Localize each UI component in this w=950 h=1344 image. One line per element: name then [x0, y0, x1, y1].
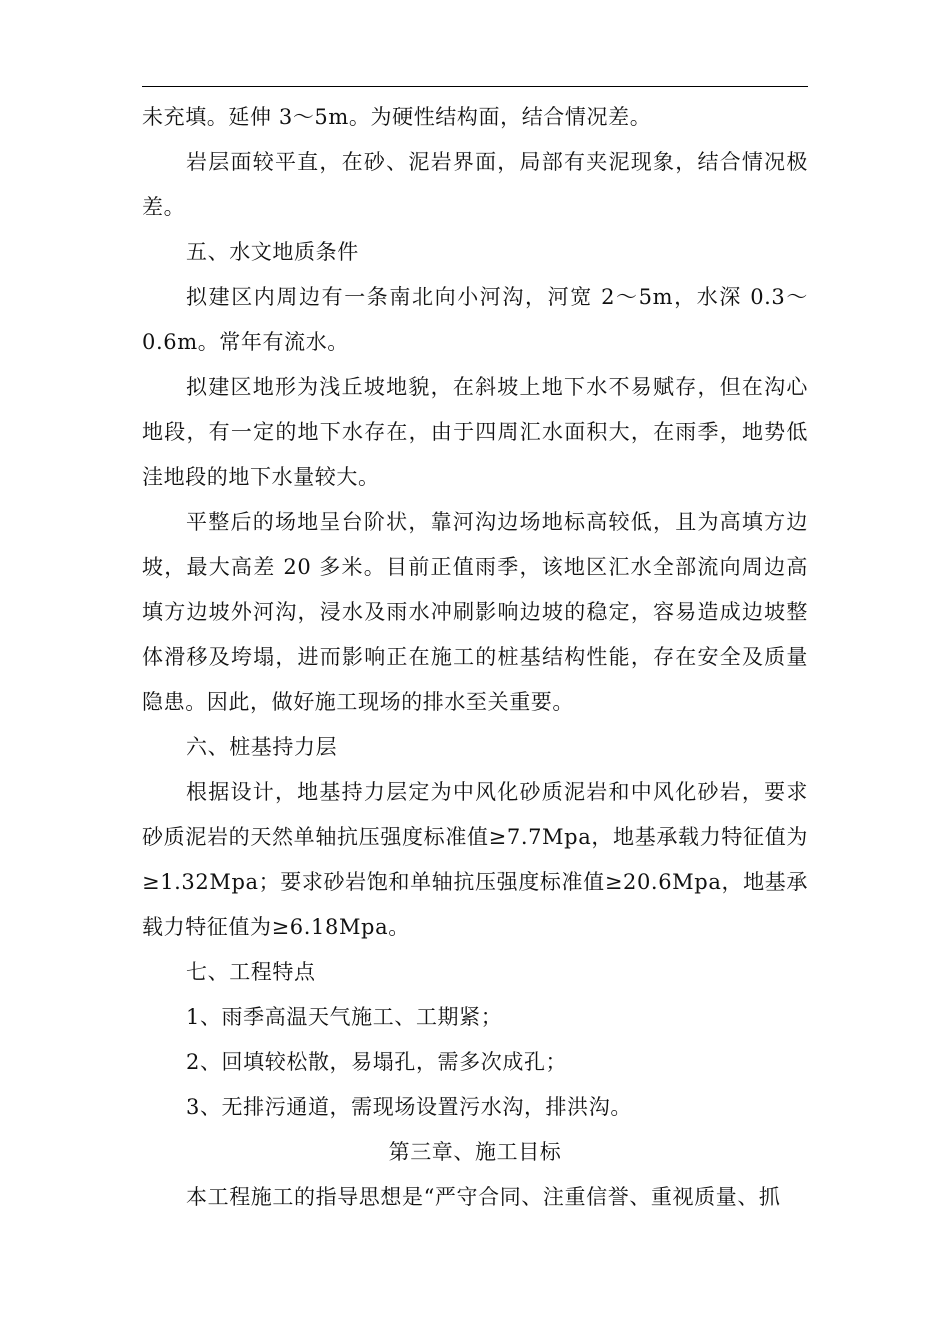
paragraph: 未充填。延伸 3～5m。为硬性结构面，结合情况差。: [142, 105, 652, 129]
paragraph: 拟建区地形为浅丘坡地貌，在斜坡上地下水不易赋存，但在沟心地段，有一定的地下水存在，由于四周汇水面积大，在雨季，地势低洼地段的地下水量较大。: [142, 375, 808, 489]
paragraph: 岩层面较平直，在砂、泥岩界面，局部有夹泥现象，结合情况极差。: [142, 150, 808, 219]
chapter-heading: 第三章、施工目标: [388, 1140, 562, 1164]
paragraph: 拟建区内周边有一条南北向小河沟，河宽 2～5m，水深 0.3～0.6m。常年有流水。: [142, 285, 808, 354]
list-item: 2、回填较松散，易塌孔，需多次成孔；: [186, 1050, 568, 1074]
list-item: 1、雨季高温天气施工、工期紧；: [186, 1005, 503, 1029]
list-item: 3、无排污通道，需现场设置污水沟，排洪沟。: [186, 1095, 632, 1119]
section-heading: 七、工程特点: [186, 960, 316, 984]
paragraph: 根据设计，地基持力层定为中风化砂质泥岩和中风化砂岩，要求砂质泥岩的天然单轴抗压强度标准值≥7.7Mpa，地基承载力特征值为≥1.32Mpa；要求砂岩饱和单轴抗压强度标准值≥20.6Mpa，地基承载力特征值为≥6.18Mpa。: [142, 780, 808, 939]
section-heading: 五、水文地质条件: [186, 240, 359, 264]
paragraph: 本工程施工的指导思想是“严守合同、注重信誉、重视质量、抓: [186, 1185, 781, 1209]
section-heading: 六、桩基持力层: [186, 735, 338, 759]
header-rule: [142, 86, 808, 87]
paragraph: 平整后的场地呈台阶状，靠河沟边场地标高较低，且为高填方边坡，最大高差 20 多米。目前正值雨季，该地区汇水全部流向周边高填方边坡外河沟，浸水及雨水冲刷影响边坡的稳定，容易造成边坡整体滑移及垮塌，进而影响正在施工的桩基结构性能，存在安全及质量隐患。因此，做好施工现场的排水至关重要。: [142, 510, 808, 714]
document-body: [142, 95, 808, 1220]
